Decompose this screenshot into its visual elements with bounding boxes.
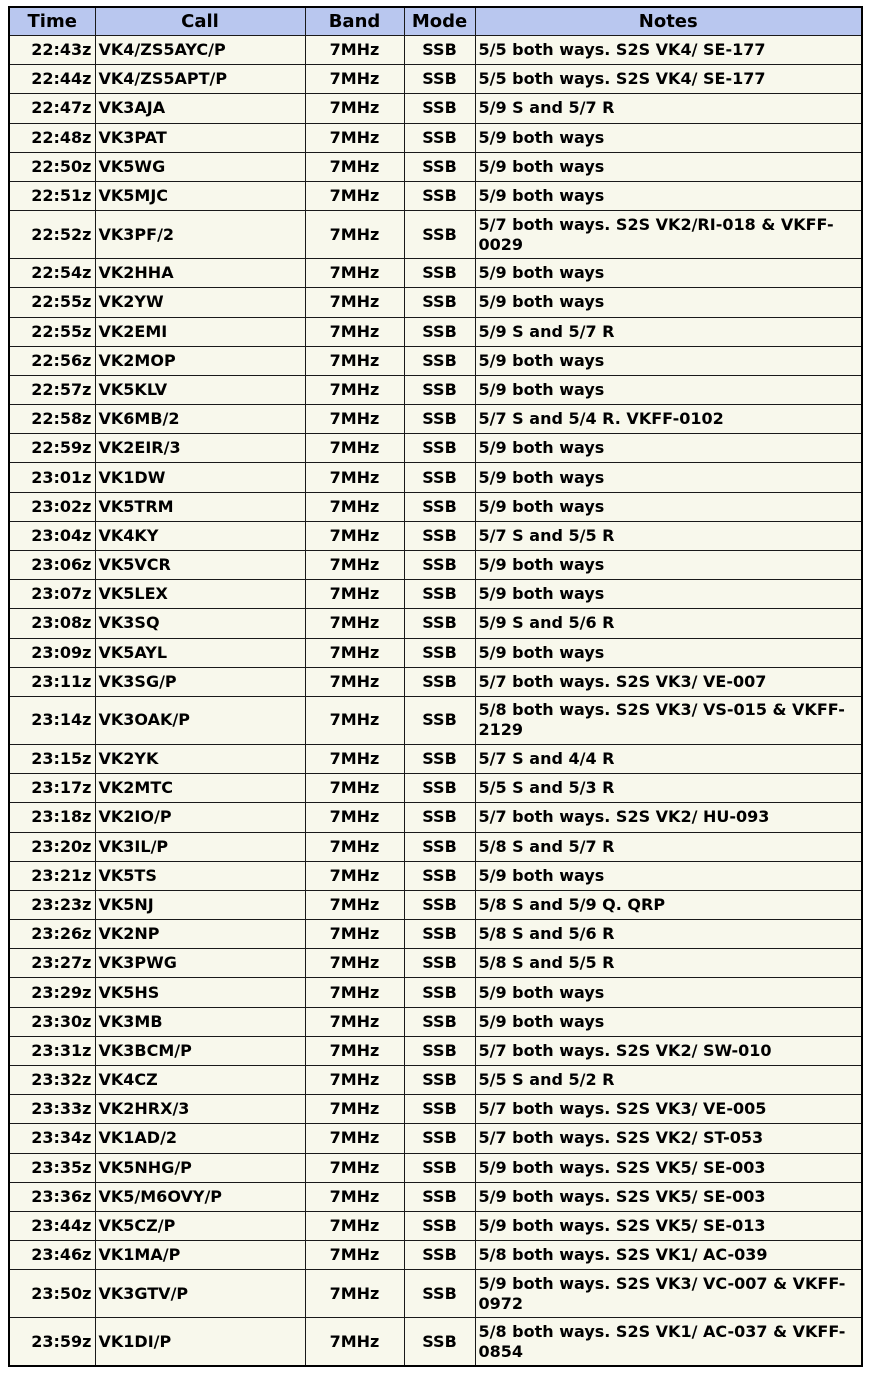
cell-call: VK2YK — [95, 744, 305, 773]
table-row — [9, 434, 862, 463]
cell-call: VK4CZ — [95, 1066, 305, 1095]
cell-mode: SSB — [404, 152, 475, 181]
cell-mode: SSB — [404, 211, 475, 259]
cell-band: 7MHz — [305, 346, 404, 375]
cell-mode: SSB — [404, 1182, 475, 1211]
cell-notes: 5/9 both ways — [475, 152, 862, 181]
cell-notes: 5/7 both ways. S2S VK3/ VE-007 — [475, 667, 862, 696]
cell-call: VK2IO/P — [95, 803, 305, 832]
cell-band: 7MHz — [305, 1318, 404, 1367]
cell-mode: SSB — [404, 1007, 475, 1036]
cell-notes: 5/7 both ways. S2S VK3/ VE-005 — [475, 1095, 862, 1124]
cell-notes: 5/9 both ways — [475, 580, 862, 609]
table-row — [9, 36, 862, 65]
cell-mode: SSB — [404, 1153, 475, 1182]
cell-band: 7MHz — [305, 803, 404, 832]
cell-time: 23:08z — [9, 609, 95, 638]
cell-mode: SSB — [404, 94, 475, 123]
table-row — [9, 1241, 862, 1270]
table-row — [9, 288, 862, 317]
contact-log-table — [8, 6, 863, 1367]
cell-mode: SSB — [404, 1241, 475, 1270]
table-row — [9, 1182, 862, 1211]
table-row — [9, 492, 862, 521]
cell-time: 23:01z — [9, 463, 95, 492]
cell-time: 23:50z — [9, 1270, 95, 1318]
cell-time: 23:31z — [9, 1036, 95, 1065]
table-row — [9, 638, 862, 667]
cell-call: VK2HRX/3 — [95, 1095, 305, 1124]
table-row — [9, 1153, 862, 1182]
cell-band: 7MHz — [305, 978, 404, 1007]
table-row — [9, 1270, 862, 1318]
cell-notes: 5/7 both ways. S2S VK2/ ST-053 — [475, 1124, 862, 1153]
cell-call: VK5MJC — [95, 181, 305, 210]
cell-time: 22:55z — [9, 317, 95, 346]
cell-band: 7MHz — [305, 1241, 404, 1270]
table-row — [9, 375, 862, 404]
cell-notes: 5/9 S and 5/6 R — [475, 609, 862, 638]
table-row — [9, 181, 862, 210]
cell-notes: 5/9 both ways — [475, 259, 862, 288]
cell-band: 7MHz — [305, 1153, 404, 1182]
cell-mode: SSB — [404, 609, 475, 638]
cell-call: VK4KY — [95, 521, 305, 550]
cell-call: VK5/M6OVY/P — [95, 1182, 305, 1211]
cell-mode: SSB — [404, 1318, 475, 1367]
cell-time: 23:33z — [9, 1095, 95, 1124]
cell-time: 23:15z — [9, 744, 95, 773]
cell-time: 23:30z — [9, 1007, 95, 1036]
cell-band: 7MHz — [305, 152, 404, 181]
cell-notes: 5/8 S and 5/5 R — [475, 949, 862, 978]
cell-call: VK5AYL — [95, 638, 305, 667]
cell-mode: SSB — [404, 978, 475, 1007]
cell-call: VK6MB/2 — [95, 405, 305, 434]
cell-band: 7MHz — [305, 65, 404, 94]
cell-mode: SSB — [404, 744, 475, 773]
cell-mode: SSB — [404, 1270, 475, 1318]
cell-call: VK4/ZS5AYC/P — [95, 36, 305, 65]
table-row — [9, 1036, 862, 1065]
cell-band: 7MHz — [305, 123, 404, 152]
cell-band: 7MHz — [305, 375, 404, 404]
cell-time: 22:54z — [9, 259, 95, 288]
cell-mode: SSB — [404, 1095, 475, 1124]
cell-call: VK3SQ — [95, 609, 305, 638]
cell-notes: 5/9 both ways — [475, 375, 862, 404]
cell-time: 23:07z — [9, 580, 95, 609]
cell-notes: 5/5 S and 5/2 R — [475, 1066, 862, 1095]
table-row — [9, 949, 862, 978]
cell-time: 23:02z — [9, 492, 95, 521]
cell-band: 7MHz — [305, 551, 404, 580]
cell-mode: SSB — [404, 259, 475, 288]
cell-band: 7MHz — [305, 1124, 404, 1153]
cell-mode: SSB — [404, 405, 475, 434]
table-row — [9, 152, 862, 181]
cell-notes: 5/9 both ways — [475, 288, 862, 317]
cell-band: 7MHz — [305, 405, 404, 434]
cell-call: VK2EMI — [95, 317, 305, 346]
cell-notes: 5/9 both ways — [475, 346, 862, 375]
cell-band: 7MHz — [305, 36, 404, 65]
cell-time: 23:59z — [9, 1318, 95, 1367]
cell-band: 7MHz — [305, 1270, 404, 1318]
cell-time: 23:26z — [9, 920, 95, 949]
cell-band: 7MHz — [305, 288, 404, 317]
cell-mode: SSB — [404, 1211, 475, 1240]
cell-call: VK2MTC — [95, 774, 305, 803]
cell-mode: SSB — [404, 463, 475, 492]
cell-call: VK1MA/P — [95, 1241, 305, 1270]
table-row — [9, 211, 862, 259]
cell-call: VK3SG/P — [95, 667, 305, 696]
cell-call: VK5CZ/P — [95, 1211, 305, 1240]
cell-notes: 5/7 S and 4/4 R — [475, 744, 862, 773]
table-row — [9, 667, 862, 696]
cell-mode: SSB — [404, 521, 475, 550]
table-row — [9, 521, 862, 550]
table-row — [9, 346, 862, 375]
cell-time: 22:48z — [9, 123, 95, 152]
cell-band: 7MHz — [305, 492, 404, 521]
cell-band: 7MHz — [305, 774, 404, 803]
cell-time: 22:50z — [9, 152, 95, 181]
cell-call: VK5TRM — [95, 492, 305, 521]
cell-call: VK2MOP — [95, 346, 305, 375]
cell-notes: 5/9 both ways — [475, 123, 862, 152]
cell-band: 7MHz — [305, 434, 404, 463]
table-row — [9, 861, 862, 890]
cell-notes: 5/9 both ways — [475, 181, 862, 210]
cell-time: 23:14z — [9, 696, 95, 744]
cell-call: VK2YW — [95, 288, 305, 317]
cell-notes: 5/8 S and 5/9 Q. QRP — [475, 890, 862, 919]
cell-notes: 5/9 both ways. S2S VK5/ SE-013 — [475, 1211, 862, 1240]
cell-time: 23:46z — [9, 1241, 95, 1270]
cell-notes: 5/8 both ways. S2S VK3/ VS-015 & VKFF-2129 — [475, 696, 862, 744]
cell-mode: SSB — [404, 1124, 475, 1153]
cell-band: 7MHz — [305, 1066, 404, 1095]
cell-call: VK3OAK/P — [95, 696, 305, 744]
cell-mode: SSB — [404, 346, 475, 375]
cell-notes: 5/7 both ways. S2S VK2/ HU-093 — [475, 803, 862, 832]
cell-notes: 5/9 S and 5/7 R — [475, 317, 862, 346]
table-row — [9, 744, 862, 773]
cell-mode: SSB — [404, 434, 475, 463]
cell-band: 7MHz — [305, 667, 404, 696]
table-row — [9, 463, 862, 492]
table-row — [9, 259, 862, 288]
table-row — [9, 1095, 862, 1124]
cell-time: 23:09z — [9, 638, 95, 667]
cell-notes: 5/9 both ways — [475, 638, 862, 667]
cell-notes: 5/9 S and 5/7 R — [475, 94, 862, 123]
cell-time: 23:18z — [9, 803, 95, 832]
cell-mode: SSB — [404, 1036, 475, 1065]
cell-call: VK3BCM/P — [95, 1036, 305, 1065]
header-band: Band — [305, 7, 404, 36]
table-row — [9, 551, 862, 580]
header-time: Time — [9, 7, 95, 36]
header-row — [9, 7, 862, 36]
cell-notes: 5/9 both ways. S2S VK3/ VC-007 & VKFF-0972 — [475, 1270, 862, 1318]
cell-notes: 5/7 S and 5/5 R — [475, 521, 862, 550]
cell-call: VK2NP — [95, 920, 305, 949]
cell-mode: SSB — [404, 288, 475, 317]
cell-mode: SSB — [404, 1066, 475, 1095]
cell-band: 7MHz — [305, 609, 404, 638]
cell-time: 22:59z — [9, 434, 95, 463]
cell-time: 22:52z — [9, 211, 95, 259]
cell-mode: SSB — [404, 123, 475, 152]
table-row — [9, 580, 862, 609]
cell-notes: 5/7 both ways. S2S VK2/ SW-010 — [475, 1036, 862, 1065]
cell-notes: 5/9 both ways — [475, 978, 862, 1007]
cell-time: 23:20z — [9, 832, 95, 861]
cell-call: VK5TS — [95, 861, 305, 890]
cell-notes: 5/8 S and 5/6 R — [475, 920, 862, 949]
table-row — [9, 317, 862, 346]
table-row — [9, 832, 862, 861]
cell-band: 7MHz — [305, 259, 404, 288]
cell-time: 23:06z — [9, 551, 95, 580]
header-mode: Mode — [404, 7, 475, 36]
cell-notes: 5/9 both ways — [475, 551, 862, 580]
header-call: Call — [95, 7, 305, 36]
cell-band: 7MHz — [305, 211, 404, 259]
cell-time: 23:27z — [9, 949, 95, 978]
cell-band: 7MHz — [305, 463, 404, 492]
cell-call: VK4/ZS5APT/P — [95, 65, 305, 94]
cell-notes: 5/9 both ways — [475, 434, 862, 463]
cell-band: 7MHz — [305, 890, 404, 919]
cell-notes: 5/8 S and 5/7 R — [475, 832, 862, 861]
cell-call: VK3PWG — [95, 949, 305, 978]
cell-call: VK3GTV/P — [95, 1270, 305, 1318]
cell-band: 7MHz — [305, 861, 404, 890]
table-row — [9, 65, 862, 94]
cell-time: 22:47z — [9, 94, 95, 123]
cell-time: 23:36z — [9, 1182, 95, 1211]
cell-call: VK5NHG/P — [95, 1153, 305, 1182]
cell-call: VK5HS — [95, 978, 305, 1007]
table-row — [9, 774, 862, 803]
table-row — [9, 1318, 862, 1367]
log-table-container — [8, 6, 861, 1367]
cell-mode: SSB — [404, 181, 475, 210]
cell-time: 22:57z — [9, 375, 95, 404]
cell-mode: SSB — [404, 920, 475, 949]
cell-call: VK3IL/P — [95, 832, 305, 861]
table-row — [9, 1211, 862, 1240]
table-row — [9, 1124, 862, 1153]
cell-notes: 5/9 both ways. S2S VK5/ SE-003 — [475, 1182, 862, 1211]
cell-call: VK3PF/2 — [95, 211, 305, 259]
table-row — [9, 696, 862, 744]
cell-call: VK3MB — [95, 1007, 305, 1036]
cell-band: 7MHz — [305, 94, 404, 123]
cell-time: 23:17z — [9, 774, 95, 803]
cell-time: 22:44z — [9, 65, 95, 94]
cell-call: VK1DW — [95, 463, 305, 492]
cell-band: 7MHz — [305, 696, 404, 744]
cell-notes: 5/9 both ways — [475, 861, 862, 890]
cell-band: 7MHz — [305, 638, 404, 667]
cell-time: 22:56z — [9, 346, 95, 375]
cell-mode: SSB — [404, 36, 475, 65]
cell-call: VK5WG — [95, 152, 305, 181]
cell-time: 23:35z — [9, 1153, 95, 1182]
cell-notes: 5/8 both ways. S2S VK1/ AC-039 — [475, 1241, 862, 1270]
table-row — [9, 123, 862, 152]
cell-notes: 5/5 both ways. S2S VK4/ SE-177 — [475, 65, 862, 94]
table-row — [9, 609, 862, 638]
cell-time: 23:44z — [9, 1211, 95, 1240]
cell-mode: SSB — [404, 638, 475, 667]
cell-mode: SSB — [404, 890, 475, 919]
cell-time: 23:34z — [9, 1124, 95, 1153]
cell-time: 23:23z — [9, 890, 95, 919]
cell-time: 22:51z — [9, 181, 95, 210]
cell-notes: 5/7 S and 5/4 R. VKFF-0102 — [475, 405, 862, 434]
cell-band: 7MHz — [305, 580, 404, 609]
cell-mode: SSB — [404, 375, 475, 404]
cell-call: VK5LEX — [95, 580, 305, 609]
cell-band: 7MHz — [305, 317, 404, 346]
cell-notes: 5/9 both ways — [475, 463, 862, 492]
table-row — [9, 94, 862, 123]
cell-mode: SSB — [404, 492, 475, 521]
cell-time: 22:55z — [9, 288, 95, 317]
cell-mode: SSB — [404, 949, 475, 978]
cell-band: 7MHz — [305, 1095, 404, 1124]
cell-band: 7MHz — [305, 832, 404, 861]
cell-band: 7MHz — [305, 521, 404, 550]
cell-mode: SSB — [404, 832, 475, 861]
table-row — [9, 890, 862, 919]
cell-call: VK3PAT — [95, 123, 305, 152]
cell-band: 7MHz — [305, 920, 404, 949]
cell-time: 23:04z — [9, 521, 95, 550]
cell-call: VK5KLV — [95, 375, 305, 404]
cell-notes: 5/5 both ways. S2S VK4/ SE-177 — [475, 36, 862, 65]
cell-band: 7MHz — [305, 181, 404, 210]
cell-call: VK1AD/2 — [95, 1124, 305, 1153]
cell-call: VK5NJ — [95, 890, 305, 919]
cell-band: 7MHz — [305, 1036, 404, 1065]
cell-band: 7MHz — [305, 949, 404, 978]
cell-call: VK3AJA — [95, 94, 305, 123]
cell-mode: SSB — [404, 861, 475, 890]
cell-mode: SSB — [404, 667, 475, 696]
cell-band: 7MHz — [305, 744, 404, 773]
cell-notes: 5/8 both ways. S2S VK1/ AC-037 & VKFF-0854 — [475, 1318, 862, 1367]
cell-mode: SSB — [404, 551, 475, 580]
cell-call: VK2HHA — [95, 259, 305, 288]
cell-notes: 5/7 both ways. S2S VK2/RI-018 & VKFF-0029 — [475, 211, 862, 259]
cell-call: VK2EIR/3 — [95, 434, 305, 463]
header-notes: Notes — [475, 7, 862, 36]
table-row — [9, 1066, 862, 1095]
cell-time: 23:21z — [9, 861, 95, 890]
cell-time: 23:32z — [9, 1066, 95, 1095]
cell-notes: 5/5 S and 5/3 R — [475, 774, 862, 803]
table-row — [9, 803, 862, 832]
cell-time: 23:29z — [9, 978, 95, 1007]
table-row — [9, 1007, 862, 1036]
table-row — [9, 978, 862, 1007]
cell-mode: SSB — [404, 774, 475, 803]
cell-mode: SSB — [404, 580, 475, 609]
cell-band: 7MHz — [305, 1211, 404, 1240]
cell-call: VK1DI/P — [95, 1318, 305, 1367]
cell-notes: 5/9 both ways. S2S VK5/ SE-003 — [475, 1153, 862, 1182]
cell-mode: SSB — [404, 696, 475, 744]
table-row — [9, 920, 862, 949]
cell-time: 23:11z — [9, 667, 95, 696]
cell-band: 7MHz — [305, 1007, 404, 1036]
cell-band: 7MHz — [305, 1182, 404, 1211]
cell-mode: SSB — [404, 65, 475, 94]
cell-mode: SSB — [404, 803, 475, 832]
cell-time: 22:58z — [9, 405, 95, 434]
cell-notes: 5/9 both ways — [475, 1007, 862, 1036]
table-row — [9, 405, 862, 434]
table-body — [9, 36, 862, 1367]
cell-notes: 5/9 both ways — [475, 492, 862, 521]
cell-call: VK5VCR — [95, 551, 305, 580]
cell-time: 22:43z — [9, 36, 95, 65]
cell-mode: SSB — [404, 317, 475, 346]
